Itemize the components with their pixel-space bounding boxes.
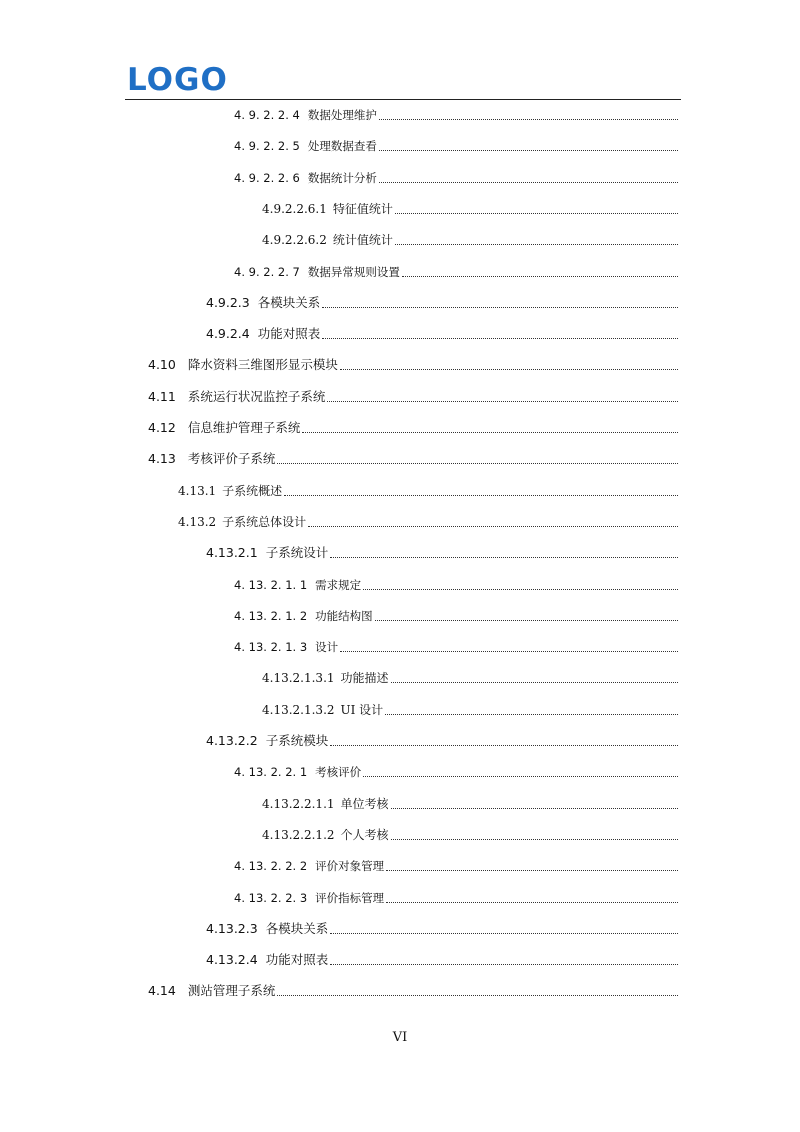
toc-dot-leader — [330, 745, 678, 746]
page-header — [125, 62, 681, 100]
toc-entry-title: 统计值统计 — [332, 233, 393, 248]
toc-entry[interactable] — [148, 352, 679, 374]
toc-dot-leader — [302, 432, 678, 433]
toc-entry-number: 4.9.2.3 — [206, 294, 250, 310]
toc-entry[interactable] — [206, 947, 679, 969]
toc-entry-title: 评价对象管理 — [315, 859, 385, 874]
toc-entry-number: 4.10 — [148, 357, 176, 373]
toc-entry-title: 功能对照表 — [257, 326, 321, 342]
toc-dot-leader — [277, 463, 678, 464]
toc-dot-leader — [327, 401, 678, 402]
toc-entry[interactable] — [262, 791, 679, 813]
toc-entry-number: 4. 13. 2. 1. 3 — [234, 640, 308, 655]
toc-entry-title: 数据异常规则设置 — [307, 264, 400, 279]
toc-dot-leader — [308, 526, 678, 527]
toc-entry-number: 4.13.2 — [178, 514, 217, 529]
toc-entry-number: 4.13 — [148, 451, 176, 467]
toc-dot-leader — [391, 839, 678, 840]
toc-entry-number: 4.13.2.1.3.1 — [262, 671, 335, 686]
toc-entry-number: 4. 13. 2. 1. 1 — [234, 577, 308, 592]
toc-entry-title: 考核评价子系统 — [187, 451, 276, 467]
toc-entry[interactable] — [234, 853, 679, 875]
toc-entry-title: 设计 — [315, 640, 339, 655]
toc-entry[interactable] — [206, 540, 679, 562]
toc-entry-number: 4.13.2.3 — [206, 920, 258, 936]
toc-entry[interactable] — [262, 822, 679, 844]
toc-entry-title: 功能描述 — [340, 671, 389, 686]
toc-entry-number: 4.13.2.1 — [206, 545, 258, 561]
toc-entry[interactable] — [206, 728, 679, 750]
toc-entry-title: 各模块关系 — [257, 294, 321, 310]
toc-entry-number: 4. 9. 2. 2. 6 — [234, 170, 300, 185]
toc-entry[interactable] — [234, 572, 679, 594]
toc-entry-title: 子系统设计 — [265, 545, 329, 561]
toc-entry[interactable] — [148, 446, 679, 468]
toc-dot-leader — [322, 338, 678, 339]
toc-entry-title: 子系统模块 — [265, 733, 329, 748]
toc-entry-title: 处理数据查看 — [307, 139, 377, 154]
toc-entry-title: 信息维护管理子系统 — [187, 420, 301, 435]
toc-entry[interactable] — [206, 290, 679, 312]
toc-entry-number: 4.13.2.1.3.2 — [262, 702, 335, 717]
toc-entry-title: 需求规定 — [315, 577, 362, 592]
toc-entry-number: 4.12 — [148, 420, 176, 435]
toc-dot-leader — [330, 933, 678, 934]
toc-entry-number: 4.9.2.2.6.2 — [262, 233, 327, 248]
toc-entry-number: 4.13.2.2 — [206, 733, 258, 748]
toc-dot-leader — [379, 119, 678, 120]
toc-entry[interactable] — [206, 916, 679, 938]
toc-entry-title: 数据统计分析 — [307, 170, 377, 185]
header-divider — [125, 99, 681, 100]
toc-entry[interactable] — [234, 885, 679, 907]
toc-entry-title: 个人考核 — [340, 827, 389, 842]
toc-dot-leader — [379, 150, 678, 151]
toc-dot-leader — [391, 682, 678, 683]
toc-entry-number: 4.13.2.2.1.1 — [262, 796, 335, 811]
toc-entry[interactable] — [148, 415, 679, 437]
toc-entry-number: 4.13.1 — [178, 483, 217, 498]
toc-entry-title: 考核评价 — [315, 765, 362, 780]
toc-dot-leader — [391, 808, 678, 809]
toc-dot-leader — [402, 276, 678, 277]
toc-entry-number: 4.11 — [148, 388, 176, 404]
toc-entry-title: 降水资料三维图形显示模块 — [187, 357, 338, 373]
toc-entry-title: UI 设计 — [340, 702, 384, 717]
toc-entry-number: 4.9.2.2.6.1 — [262, 201, 327, 216]
toc-entry-number: 4.14 — [148, 983, 176, 999]
toc-entry[interactable] — [262, 697, 679, 719]
toc-dot-leader — [284, 495, 678, 496]
toc-dot-leader — [322, 307, 678, 308]
toc-entry-number: 4.13.2.2.1.2 — [262, 827, 335, 842]
toc-entry-number: 4. 13. 2. 1. 2 — [234, 608, 308, 623]
toc-dot-leader — [386, 870, 678, 871]
toc-entry[interactable] — [234, 165, 679, 187]
toc-entry-title: 数据处理维护 — [307, 108, 377, 122]
toc-entry-number: 4.9.2.4 — [206, 326, 250, 342]
toc-entry-number: 4. 9. 2. 2. 7 — [234, 264, 300, 279]
toc-dot-leader — [395, 213, 678, 214]
toc-dot-leader — [375, 620, 678, 621]
toc-entry-title: 测站管理子系统 — [187, 983, 276, 999]
toc-entry-number: 4.13.2.4 — [206, 952, 258, 968]
toc-entry[interactable] — [148, 384, 679, 406]
page-number: VI — [392, 1030, 408, 1045]
toc-entry-title: 子系统概述 — [222, 483, 283, 498]
toc-dot-leader — [363, 589, 678, 590]
toc-entry[interactable] — [262, 196, 679, 218]
toc-entry[interactable] — [234, 603, 679, 625]
toc-entry-number: 4. 9. 2. 2. 4 — [234, 108, 300, 122]
toc-entry-title: 功能结构图 — [315, 608, 373, 623]
toc-entry[interactable] — [234, 133, 679, 155]
toc-entry-number: 4. 9. 2. 2. 5 — [234, 139, 300, 154]
toc-entry[interactable] — [262, 227, 679, 249]
toc-entry-title: 系统运行状况监控子系统 — [187, 388, 326, 404]
toc-dot-leader — [395, 244, 678, 245]
toc-entry[interactable] — [178, 509, 679, 531]
logo: LOGO — [127, 62, 228, 98]
toc-entry-title: 特征值统计 — [332, 201, 393, 216]
toc-entry-title: 功能对照表 — [265, 952, 329, 968]
toc-dot-leader — [330, 557, 678, 558]
toc-entry-number: 4. 13. 2. 2. 1 — [234, 765, 308, 780]
toc-dot-leader — [363, 776, 678, 777]
toc-entry[interactable] — [234, 634, 679, 656]
toc-entry[interactable] — [262, 665, 679, 687]
toc-entry[interactable] — [148, 978, 679, 1000]
toc-entry-title: 单位考核 — [340, 796, 389, 811]
toc-entry[interactable] — [234, 259, 679, 281]
toc-dot-leader — [379, 182, 678, 183]
toc-dot-leader — [385, 714, 678, 715]
toc-dot-leader — [340, 369, 678, 370]
toc-entry[interactable] — [178, 478, 679, 500]
toc-dot-leader — [386, 902, 678, 903]
toc-entry[interactable] — [234, 759, 679, 781]
toc-entry[interactable] — [206, 321, 679, 343]
toc-dot-leader — [277, 995, 678, 996]
toc-entry-number: 4. 13. 2. 2. 3 — [234, 890, 308, 905]
toc-entry-title: 子系统总体设计 — [222, 514, 307, 529]
toc-entry-title: 各模块关系 — [265, 920, 329, 936]
toc-entry-number: 4. 13. 2. 2. 2 — [234, 859, 308, 874]
toc-entry[interactable] — [234, 102, 679, 124]
toc-dot-leader — [340, 651, 678, 652]
toc-entry-title: 评价指标管理 — [315, 890, 385, 905]
toc-dot-leader — [330, 964, 678, 965]
